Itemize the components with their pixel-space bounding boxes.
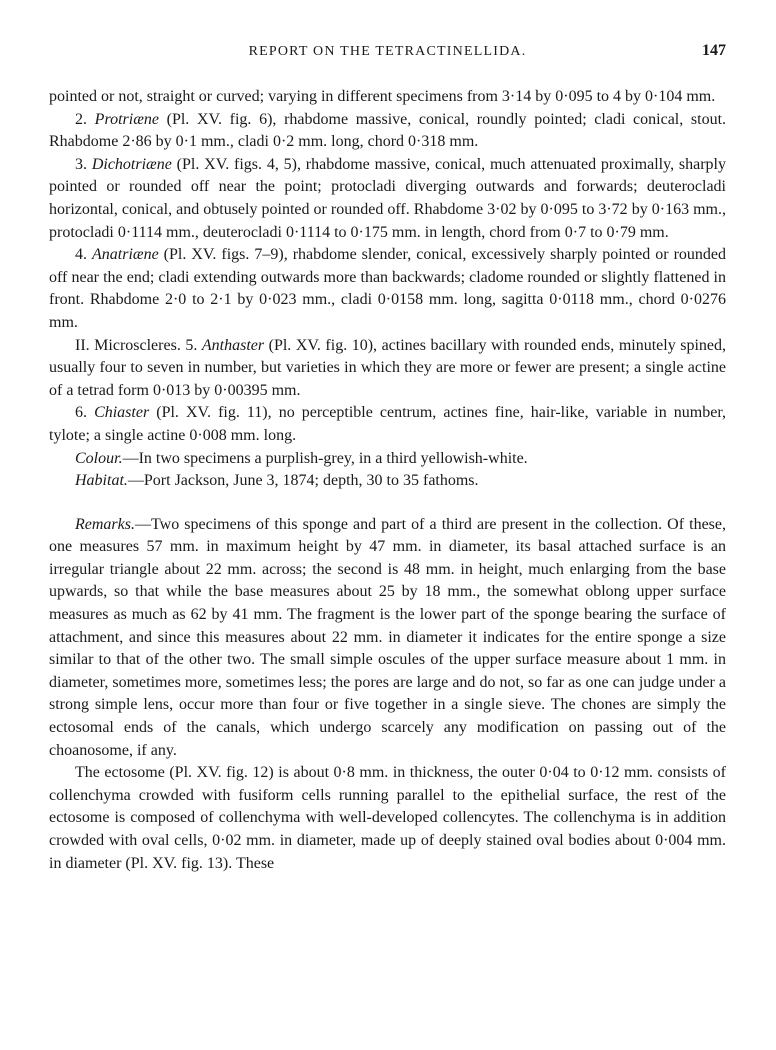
paragraph-text: —In two specimens a purplish-grey, in a third yellowish-white. — [122, 449, 528, 467]
paragraph-anthaster — [49, 335, 726, 403]
paragraph-lead: 6. — [75, 404, 95, 422]
spicule-name: Protriæne — [94, 110, 159, 128]
paragraph-ectosome — [49, 762, 726, 875]
section-label: Habitat. — [75, 472, 128, 490]
paragraph-text: (Pl. XV. fig. 10), actines bacillary with rounded ends, minutely spined, usually four to seven in number, but varieties in which they are more or fewer are present; a single actine of a tetrad form 0·013 by 0·00395 mm. — [49, 336, 726, 399]
spicule-name: Chiaster — [94, 404, 150, 422]
page-number: 147 — [702, 42, 726, 59]
section-gap — [49, 493, 726, 514]
paragraph-lead: 3. — [75, 155, 92, 173]
paragraph-text: The ectosome (Pl. XV. fig. 12) is about 0·8 mm. in thickness, the outer 0·04 to 0·12 mm. consists of collenchyma crowded with fusiform cells running parallel to the epithelial surface, the rest of the ectosome is composed of collenchyma with well-developed collencytes. The collenchyma is in addition crowded with oval cells, 0·02 mm. in diameter, made up of deeply stained oval bodies about 0·004 mm. in diameter (Pl. XV. fig. 13). These — [49, 764, 726, 872]
paragraph-remarks — [49, 514, 726, 763]
paragraph-colour — [49, 448, 726, 471]
paragraph-habitat — [49, 470, 726, 493]
paragraph-lead: II. Microscleres. 5. — [75, 336, 202, 354]
running-title: REPORT ON THE TETRACTINELLIDA. — [248, 44, 527, 59]
body-text — [49, 86, 726, 875]
spicule-name: Dichotriæne — [91, 155, 172, 173]
paragraph-text: (Pl. XV. figs. 7–9), rhabdome slender, conical, excessively sharply pointed or rounded off near the end; cladi extending outwards more than backwards; cladome rounded or slightly flattened in front. Rhabdome 2·0 to 2·1 by 0·023 mm., cladi 0·0158 mm. long, sagitta 0·0118 mm., chord 0·0276 mm. — [49, 246, 726, 331]
paragraph-text: pointed or not, straight or curved; varying in different specimens from 3·14 by 0·095 to 4 by 0·104 mm. — [49, 88, 716, 105]
section-label: Remarks. — [75, 515, 135, 533]
paragraph-text: (Pl. XV. figs. 4, 5), rhabdome massive, conical, much attenuated proximally, sharply pointed or rounded off near the point; protocladi diverging outwards and forwards; deuterocladi horizontal, conical, and obtusely pointed or rounded off. Rhabdome 3·02 by 0·095 to 3·72 by 0·163 mm., protocladi 0·1114 mm., deuterocladi 0·1114 to 0·175 mm. in length, chord from 0·7 to 0·79 mm. — [49, 155, 727, 241]
paragraph-text: —Port Jackson, June 3, 1874; depth, 30 to 35 fathoms. — [127, 472, 479, 490]
paragraph-protriaene — [49, 109, 726, 154]
paragraph-lead: 4. — [75, 246, 92, 264]
paragraph-anatriaene — [49, 244, 726, 334]
paragraph-lead: 2. — [75, 110, 95, 128]
section-label: Colour. — [75, 449, 123, 467]
spicule-name: Anthaster — [201, 336, 265, 354]
running-head — [49, 44, 726, 64]
paragraph-dichotriaene — [49, 154, 726, 244]
paragraph-text: (Pl. XV. fig. 11), no perceptible centrum, actines fine, hair-like, variable in number, tylote; a single actine 0·008 mm. long. — [49, 404, 727, 444]
paragraph-text: —Two specimens of this sponge and part of a third are present in the collection. Of these, one measures 57 mm. in maximum height by 47 mm. in diameter, its basal attached surface is an irregular triangle about 22 mm. across; the second is 48 mm. in height, much enlarging from the base upwards, so that while the base measures about 25 by 18 mm., the somewhat oblong upper surface measures as much as 62 by 41 mm. The fragment is the lower part of the sponge bearing the surface of attachment, and since this measures about 22 mm. in diameter it indicates for the entire sponge a size similar to that of the other two. The small simple oscules of the upper surface measure about 1 mm. in diameter, sometimes more, sometimes less; the pores are large and do not, so far as one can judge under a strong simple lens, occur more than four or five together in a single sieve. The chones are simply the ectosomal ends of the canals, which undergo scarcely any modification on passing out of the choanosome, if any. — [49, 515, 726, 759]
paragraph-text: (Pl. XV. fig. 6), rhabdome massive, conical, roundly pointed; cladi conical, stout. Rhabdome 2·86 by 0·1 mm., cladi 0·2 mm. long, chord 0·318 mm. — [49, 110, 727, 151]
paragraph-chiaster — [49, 402, 726, 447]
paragraph-continuation — [49, 86, 726, 109]
spicule-name: Anatriæne — [92, 246, 159, 264]
